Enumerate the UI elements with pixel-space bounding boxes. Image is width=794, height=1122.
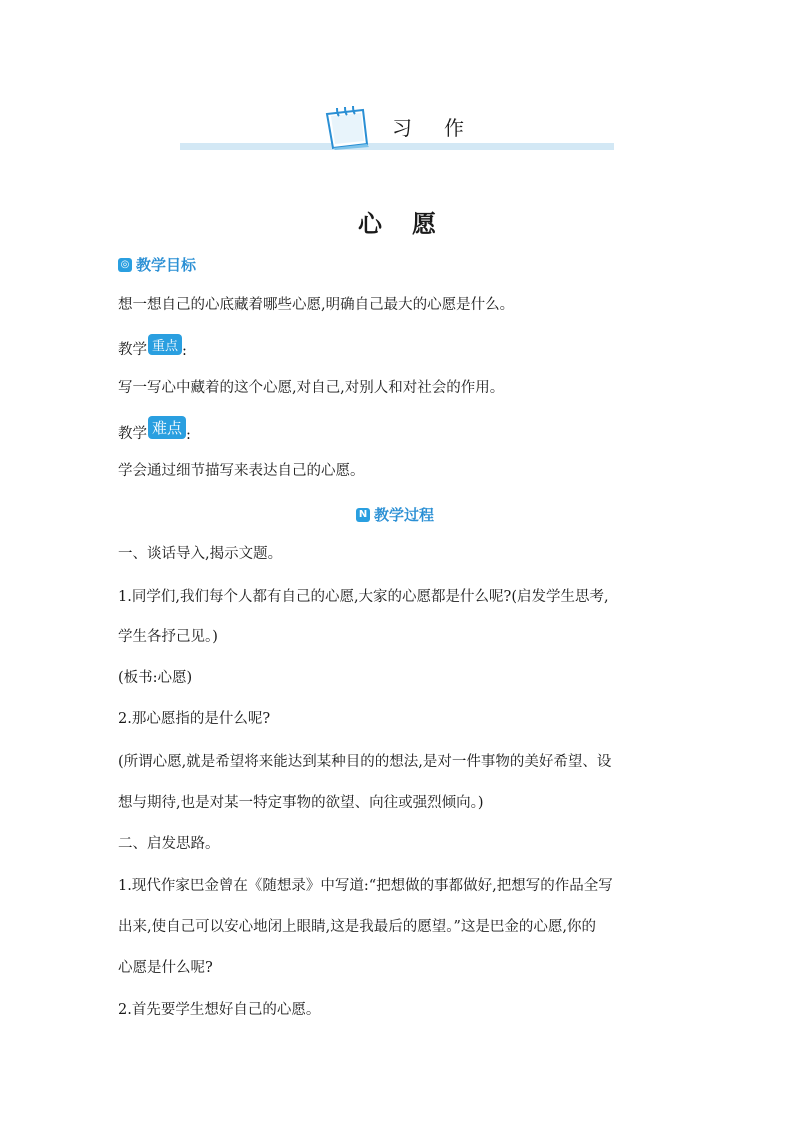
difficulty-text: 学会通过细节描写来表达自己的心愿。 [118, 463, 365, 479]
process-line: 2.那心愿指的是什么呢? [118, 711, 271, 727]
banner-char-1: 习 [392, 116, 414, 140]
process-line: 1.同学们,我们每个人都有自己的心愿,大家的心愿都是什么呢?(启发学生思考, [118, 589, 609, 605]
key-suffix: : [182, 343, 187, 359]
process-line: 二、启发思路。 [118, 836, 220, 852]
banner-underline [180, 143, 614, 150]
key-point-label [118, 338, 187, 359]
notebook-icon [323, 104, 373, 150]
title-char-2: 愿 [412, 210, 436, 238]
process-line: 心愿是什么呢? [118, 960, 213, 976]
key-point-text: 写一写心中藏着的这个心愿,对自己,对别人和对社会的作用。 [118, 380, 505, 396]
banner-char-2: 作 [444, 116, 466, 140]
goals-heading-label: 教学目标 [136, 256, 197, 274]
process-line: 想与期待,也是对某一特定事物的欲望、向往或强烈倾向。) [118, 795, 484, 811]
process-line: 2.首先要学生想好自己的心愿。 [118, 1002, 321, 1018]
process-line: (所谓心愿,就是希望将来能达到某种目的的想法,是对一件事物的美好希望、设 [118, 754, 612, 770]
difficulty-tag: 难点 [148, 416, 186, 439]
process-heading [356, 504, 434, 525]
section-banner [180, 100, 614, 152]
target-icon: ◎ [118, 258, 132, 272]
difficulty-label [118, 420, 191, 443]
process-line: (板书:心愿) [118, 670, 193, 686]
difficulty-suffix: : [186, 427, 191, 443]
page-title [0, 204, 794, 239]
goals-heading [118, 254, 196, 275]
process-line: 1.现代作家巴金曾在《随想录》中写道:“把想做的事都做好,把想写的作品全写 [118, 878, 613, 894]
process-line: 学生各抒己见。) [118, 629, 218, 645]
difficulty-prefix: 教学 [118, 426, 147, 442]
key-prefix: 教学 [118, 342, 147, 358]
process-heading-label: 教学过程 [374, 506, 435, 524]
process-icon: N [356, 508, 370, 522]
goal-text: 想一想自己的心底藏着哪些心愿,明确自己最大的心愿是什么。 [118, 297, 515, 313]
process-line: 一、谈话导入,揭示文题。 [118, 546, 283, 562]
key-point-tag: 重点 [148, 334, 182, 355]
title-char-1: 心 [358, 210, 382, 238]
process-line: 出来,使自己可以安心地闭上眼睛,这是我最后的愿望。”这是巴金的心愿,你的 [118, 919, 596, 935]
banner-title [392, 112, 466, 141]
